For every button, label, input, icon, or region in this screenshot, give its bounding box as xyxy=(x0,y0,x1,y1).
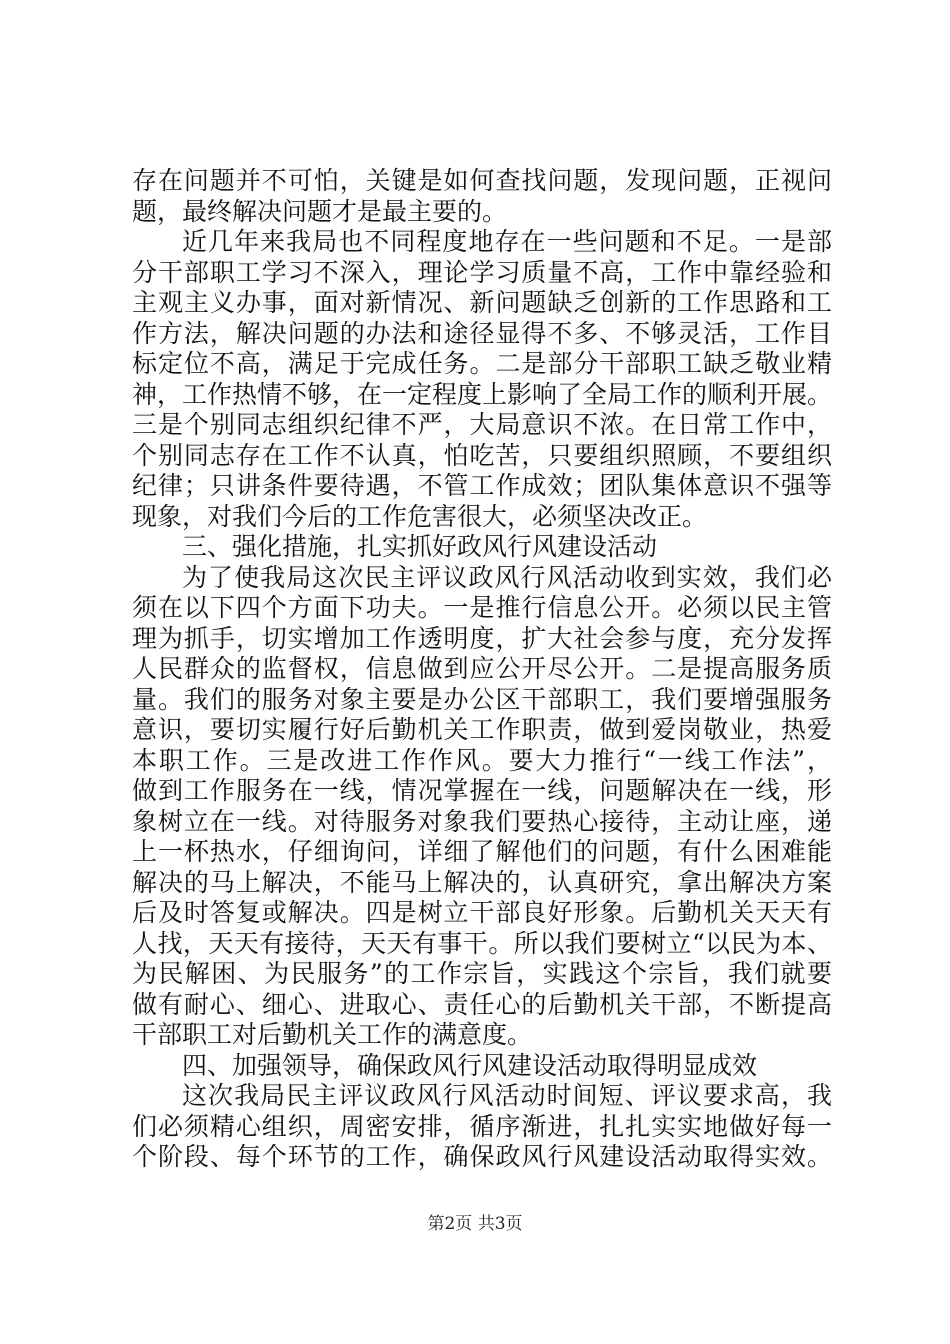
text-line: 近几年来我局也不同程度地存在一些问题和不足。一是部 xyxy=(182,227,832,256)
text-line: 个别同志存在工作不认真，怕吃苦，只要组织照顾，不要组织 xyxy=(132,440,832,470)
text-line: 本职工作。三是改进工作作风。要大力推行“一线工作法”， xyxy=(132,745,832,775)
text-line: 神，工作热情不够，在一定程度上影响了全局工作的顺利开展。 xyxy=(132,379,833,409)
text-line: 存在问题并不可怕，关键是如何查找问题，发现问题，正视问 xyxy=(132,166,832,195)
text-line: 须在以下四个方面下功夫。一是推行信息公开。必须以民主管 xyxy=(132,593,832,622)
text-line: 做有耐心、细心、进取心、责任心的后勤机关干部，不断提高 xyxy=(132,989,832,1019)
section-heading: 四、加强领导，确保政风行风建设活动取得明显成效 xyxy=(182,1050,758,1080)
text-line: 象树立在一线。对待服务对象我们要热心接待，主动让座，递 xyxy=(132,806,832,836)
text-line: 做到工作服务在一线，情况掌握在一线，问题解决在一线，形 xyxy=(132,776,832,805)
text-line: 干部职工对后勤机关工作的满意度。 xyxy=(132,1020,533,1049)
section-heading: 三、强化措施，扎实抓好政风行风建设活动 xyxy=(182,532,658,561)
text-line: 人民群众的监督权，信息做到应公开尽公开。二是提高服务质 xyxy=(132,654,832,683)
text-line: 解决的马上解决，不能马上解决的，认真研究，拿出解决方案 xyxy=(132,867,832,897)
text-line: 意识，要切实履行好后勤机关工作职责，做到爱岗敬业，热爱 xyxy=(132,715,832,744)
text-line: 理为抓手，切实增加工作透明度，扩大社会参与度，充分发挥 xyxy=(132,623,832,653)
text-line: 上一杯热水，仔细询问，详细了解他们的问题，有什么困难能 xyxy=(132,837,832,866)
text-line: 三是个别同志组织纪律不严，大局意识不浓。在日常工作中， xyxy=(132,410,832,439)
text-line: 人找，天天有接待，天天有事干。所以我们要树立“以民为本、 xyxy=(132,928,832,958)
text-line: 题，最终解决问题才是最主要的。 xyxy=(132,196,508,226)
text-line: 作方法，解决问题的办法和途径显得不多、不够灵活，工作目 xyxy=(132,318,832,348)
text-line: 标定位不高，满足于完成任务。二是部分干部职工缺乏敬业精 xyxy=(132,349,832,378)
text-line: 为了使我局这次民主评议政风行风活动收到实效，我们必 xyxy=(182,562,832,592)
text-line: 纪律；只讲条件要待遇，不管工作成效；团队集体意识不强等 xyxy=(132,471,832,500)
text-line: 量。我们的服务对象主要是办公区干部职工，我们要增强服务 xyxy=(132,684,832,714)
text-line: 为民解困、为民服务”的工作宗旨，实践这个宗旨，我们就要 xyxy=(132,959,832,988)
text-line: 分干部职工学习不深入，理论学习质量不高，工作中靠经验和 xyxy=(132,257,832,287)
text-line: 现象，对我们今后的工作危害很大，必须坚决改正。 xyxy=(132,501,708,531)
text-line: 们必须精心组织，周密安排，循序渐进，扎扎实实地做好每一 xyxy=(132,1111,832,1141)
page-number-footer: 第2页 共3页 xyxy=(427,1214,523,1234)
text-line: 这次我局民主评议政风行风活动时间短、评议要求高，我 xyxy=(182,1081,832,1110)
text-line: 后及时答复或解决。四是树立干部良好形象。后勤机关天天有 xyxy=(132,898,832,927)
text-line: 个阶段、每个环节的工作，确保政风行风建设活动取得实效。 xyxy=(132,1142,832,1171)
text-line: 主观主义办事，面对新情况、新问题缺乏创新的工作思路和工 xyxy=(132,288,832,317)
